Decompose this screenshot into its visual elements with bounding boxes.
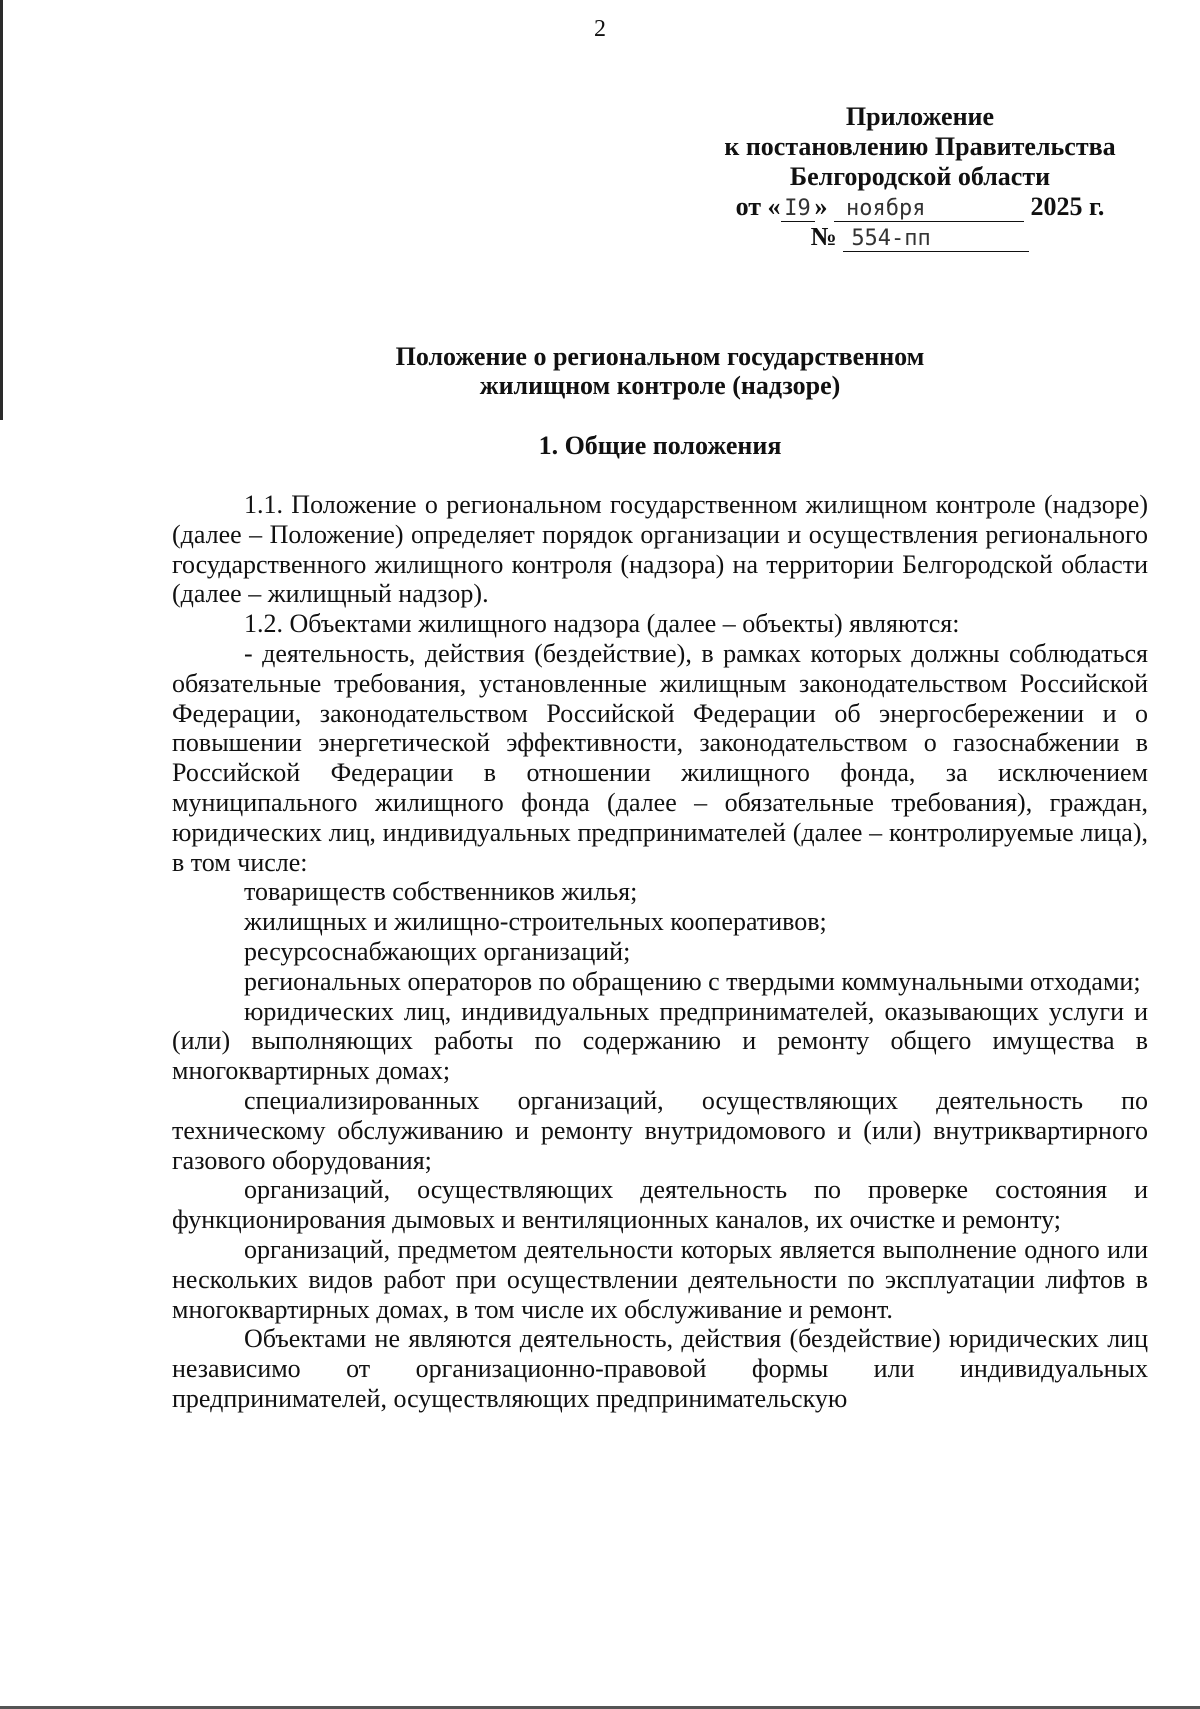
list-item: организаций, осуществляющих деятельность по проверке состояния и функционирования дымовых и вентиляционных каналов, их очистке и ремонту; xyxy=(172,1175,1148,1235)
appendix-line-1: Приложение xyxy=(845,102,995,131)
appendix-number-line xyxy=(660,222,1180,252)
document-title-line-1: Положение о региональном государственном xyxy=(395,342,925,371)
date-day-handwritten: I9 xyxy=(781,197,815,222)
number-handwritten: 554-пп xyxy=(843,227,1029,252)
number-sign: № xyxy=(810,222,837,251)
paragraph-1-2: 1.2. Объектами жилищного надзора (далее – объекты) являются: xyxy=(244,609,960,639)
date-mid: » xyxy=(814,192,828,221)
date-year: 2025 г. xyxy=(1030,192,1105,221)
list-item: организаций, предметом деятельности которых является выполнение одного или нескольких видов работ при осуществлении деятельности по эксплуатации лифтов в многоквартирных домах, в том числе их обслуживание и ремонт. xyxy=(172,1234,1148,1324)
appendix-line-2: к постановлению Правительства xyxy=(724,132,1116,161)
appendix-header xyxy=(660,102,1180,252)
scan-edge-left xyxy=(0,0,3,420)
paragraph-1-1: 1.1. Положение о региональном государственном жилищном контроле (надзоре) (далее – Положение) определяет порядок организации и осуществления регионального государственного жилищного контроля (надзора) на территории Белгородской области (далее – жилищный надзор). xyxy=(172,490,1148,609)
list-item: товариществ собственников жилья; xyxy=(244,877,638,907)
date-prefix: от « xyxy=(735,192,781,221)
date-month-handwritten: ноября xyxy=(834,197,1024,222)
document-title-line-2: жилищном контроле (надзоре) xyxy=(479,371,841,400)
section-title: 1. Общие положения xyxy=(538,431,782,460)
list-item: специализированных организаций, осуществляющих деятельность по техническому обслуживанию и ремонту внутридомового и (или) внутриквартирного газового оборудования; xyxy=(172,1085,1148,1175)
list-item: ресурсоснабжающих организаций; xyxy=(244,936,631,966)
paragraph-exclusions: Объектами не являются деятельность, действия (бездействие) юридических лиц независимо от организационно-правовой формы или индивидуальных предпринимателей, осуществляющих предпринимательскую xyxy=(172,1324,1148,1413)
list-item: юридических лиц, индивидуальных предпринимателей, оказывающих услуги и (или) выполняющих работы по содержанию и ремонту общего имущества в многоквартирных домах; xyxy=(172,996,1148,1086)
appendix-date-line xyxy=(660,192,1180,222)
paragraph-objects: - деятельность, действия (бездействие), в рамках которых должны соблюдаться обязательные требования, установленные жилищным законодательством Российской Федерации, законодательством Российской Федерации об энергосбережении и о повышении энергетической эффективности, законодательством о газоснабжении в Российской Федерации в отношении жилищного фонда, за исключением муниципального жилищного фонда (далее – обязательные требования), граждан, юридических лиц, индивидуальных предпринимателей (далее – контролируемые лица), в том числе: xyxy=(172,638,1148,877)
document-title xyxy=(172,342,1148,400)
list-item: региональных операторов по обращению с твердыми коммунальными отходами; xyxy=(244,966,1141,996)
appendix-line-3: Белгородской области xyxy=(789,162,1051,191)
page-number: 2 xyxy=(594,16,606,42)
list-item: жилищных и жилищно-строительных кооперативов; xyxy=(244,907,827,937)
document-body xyxy=(172,490,1148,1414)
